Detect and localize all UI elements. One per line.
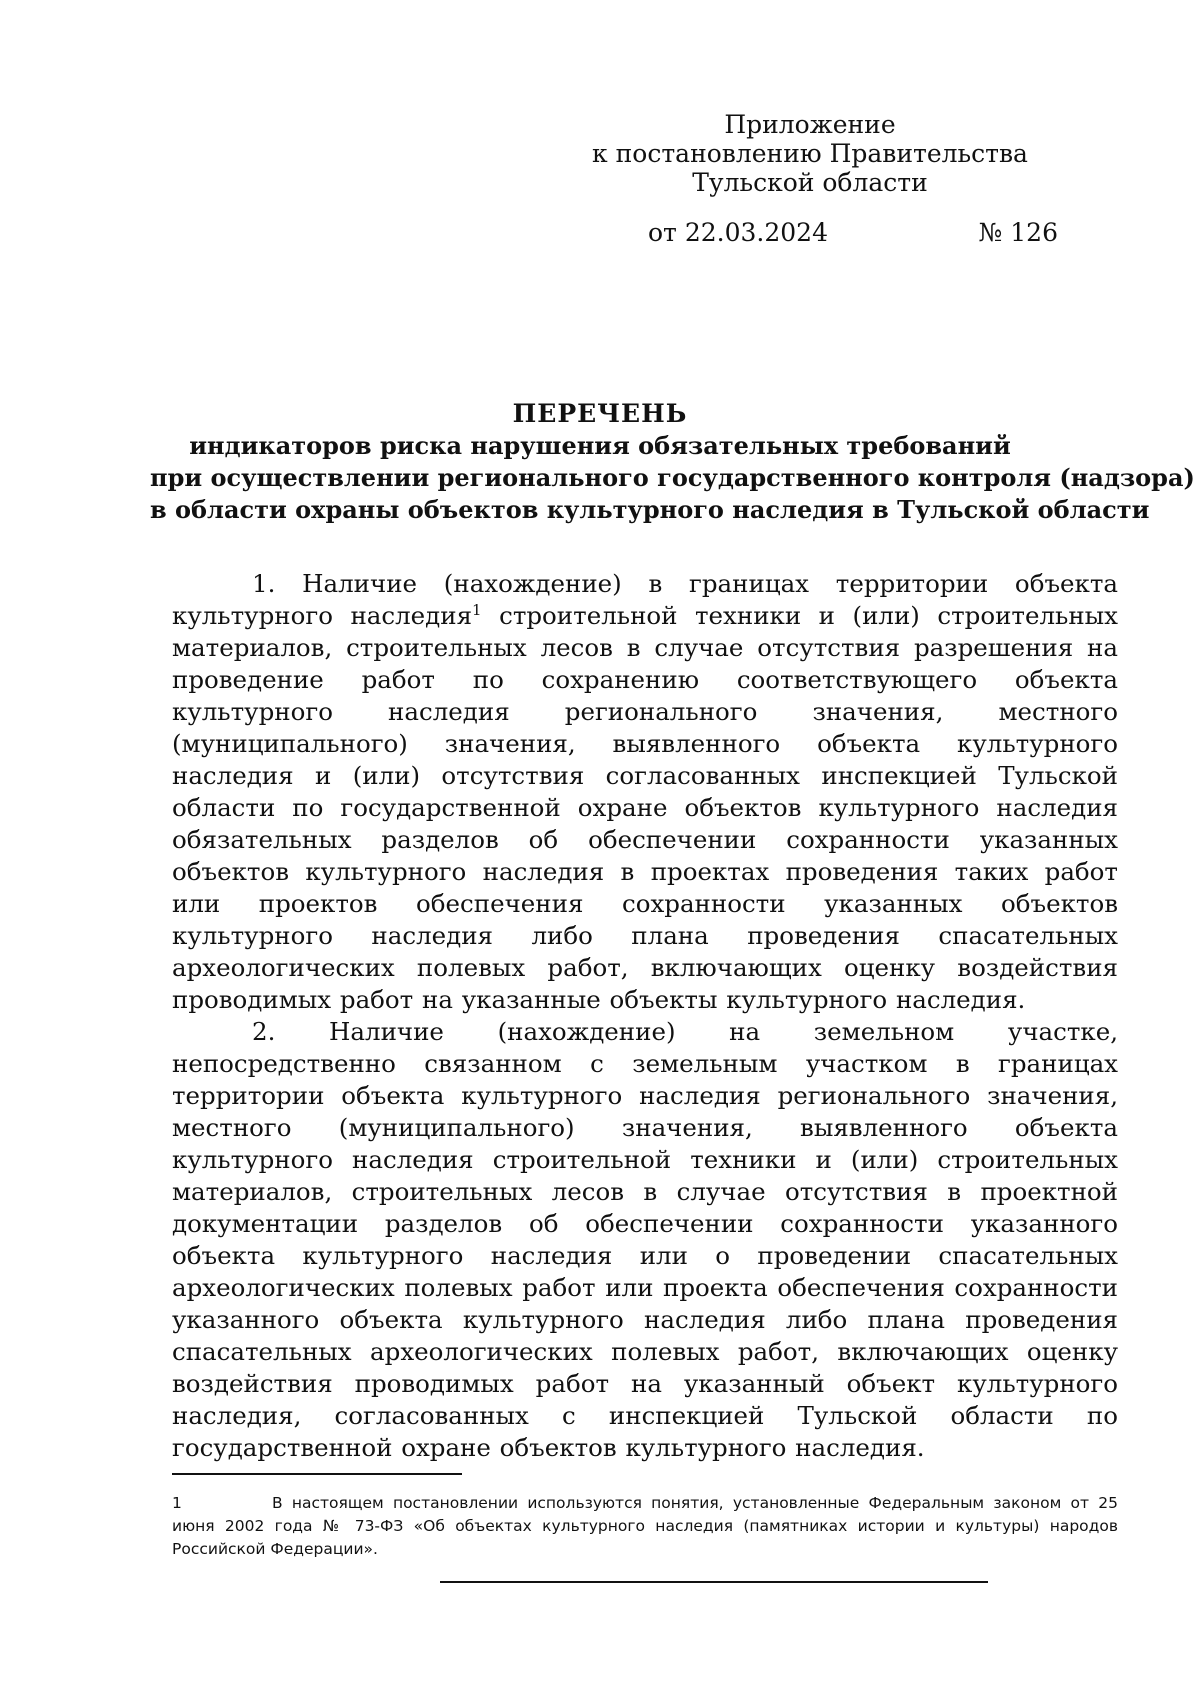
footnote — [172, 1492, 1118, 1561]
appendix-label: Приложение — [724, 110, 896, 139]
title-heading: ПЕРЕЧЕНЬ — [512, 399, 688, 428]
paragraph-1-text-a: 1. Наличие (нахождение) в границах территории объекта культурного наследия — [172, 569, 1118, 630]
paragraph-2: 2. Наличие (нахождение) на земельном участке, непосредственно связанном с земельным участком в границах территории объекта культурного наследия регионального значения, местного (муниципального) значения, выявленного объекта культурного наследия строительной техники и (или) строительных материалов, строительных лесов в случае отсутствия в проектной документации разделов об обеспечении сохранности указанного объекта культурного наследия или о проведении спасательных археологических полевых работ или проекта обеспечения сохранности указанного объекта культурного наследия либо плана проведения спасательных археологических полевых работ, включающих оценку воздействия проводимых работ на указанный объект культурного наследия, согласованных с инспекцией Тульской области по государственной охране объектов культурного наследия. — [172, 1017, 1118, 1462]
title-line-3: в области охраны объектов культурного наследия в Тульской области — [150, 495, 1150, 524]
document-body — [172, 568, 1118, 1464]
title-line-2: при осуществлении регионального государственного контроля (надзора) — [150, 463, 1195, 492]
paragraph-1-text-b: строительной техники и (или) строительных материалов, строительных лесов в случае отсутствия разрешения на проведение работ по сохранению соответствующего объекта культурного наследия регионального значения, местного (муниципального) значения, выявленного объекта культурного наследия и (или) отсутствия согласованных инспекцией Тульской области по государственной охране объектов культурного наследия обязательных разделов об обеспечении сохранности указанных объектов культурного наследия в проектах проведения таких работ или проектов обеспечения сохранности указанных объектов культурного наследия либо плана проведения спасательных археологических полевых работ, включающих оценку воздействия проводимых работ на указанные объекты культурного наследия. — [172, 601, 1118, 1014]
footnote-reference[interactable]: 1 — [472, 601, 482, 619]
footnote-text: В настоящем постановлении используются понятия, установленные Федеральным законом от 25 июня 2002 года № 73-ФЗ «Об объектах культурного наследия (памятниках истории и культуры) народов Российской Федерации». — [172, 1494, 1118, 1558]
document-number: № 126 — [978, 218, 1058, 247]
footnote-number: 1 — [172, 1494, 182, 1512]
appendix-block — [560, 110, 1060, 197]
appendix-region: Тульской области — [692, 168, 928, 197]
end-of-document-line — [440, 1581, 988, 1583]
document-date: от 22.03.2024 — [648, 218, 828, 247]
appendix-resolution: к постановлению Правительства — [592, 139, 1028, 168]
title-line-1: индикаторов риска нарушения обязательных требований — [189, 431, 1011, 460]
footnote-separator — [172, 1473, 462, 1475]
document-title — [150, 398, 1195, 526]
paragraph-1 — [172, 568, 1118, 1016]
date-number-line — [648, 218, 1058, 247]
